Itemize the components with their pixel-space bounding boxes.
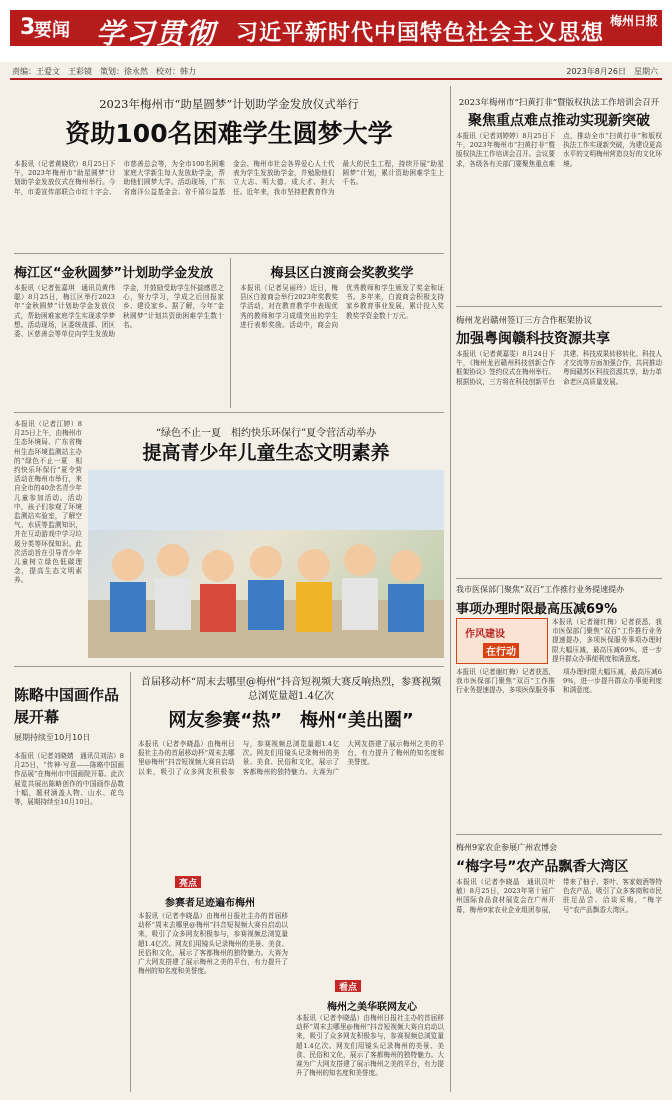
right-bottom-body: 本报讯（记者李晓晶 通讯员叶敏）8月25日，2023年第十届广州国际食品食材展览会在广州开幕，梅州9家农业企业组团参展，带来了柚子、茶叶、客家娘酒等特色农产品，吸引了众多客商和市民驻足品尝、洽谈采购，“梅字号”农产品飘香大湾区。 <box>456 878 662 914</box>
divider <box>456 834 662 835</box>
feature-headline: 提高青少年儿童生态文明素养 <box>142 442 390 464</box>
right-top-body: 本报讯（记者刘婷婷）8月25日下午，2023年梅州市“扫黄打非”暨版权执法工作培训会召开。会议要求，各级各有关部门要聚焦重点难点，推动全市“扫黄打非”和版权执法工作实现新突破，为建设更高水平的文明梅州营造良好的文化环境。 <box>456 132 662 168</box>
notice-headline: 事项办理时限最高压减69% <box>456 602 618 617</box>
meixian-title: 梅县区白渡商会奖教奖学 <box>270 266 414 281</box>
divider <box>456 578 662 579</box>
right-top-headline: 聚焦重点难点推动实现新突破 <box>468 113 650 129</box>
sub-story-left-body: 本报讯（记者李晓晶）由梅州日报社主办的首届移动杯“周末去哪里@梅州”抖音短视频大赛自启动以来，吸引了众多网友积极参与，参赛视频总浏览量超1.4亿次。网友们用镜头记录梅州的美景、美食、民俗和文化，展示了客都梅州的独特魅力。大赛为广大网友搭建了展示梅州之美的平台，有力提升了梅州的知名度和美誉度。 <box>138 912 288 976</box>
contest-body: 本报讯（记者李晓晶）由梅州日报社主办的首届移动杯“周末去哪里@梅州”抖音短视频大赛自启动以来，吸引了众多网友积极参与，参赛视频总浏览量超1.4亿次。网友们用镜头记录梅州的美景、美食、民俗和文化，展示了客都梅州的独特魅力。大赛为广大网友搭建了展示梅州之美的平台，有力提升了梅州的知名度和美誉度。 <box>138 740 444 776</box>
sub-story-left-title: 参赛者足迹遍布梅州 <box>165 898 255 909</box>
divider <box>456 306 662 307</box>
right-mid-body: 本报讯（记者黄嘉雯）8月24日下午，《梅州龙岩赣州科技创新合作框架协议》签约仪式在梅州举行。根据协议，三方将在科技创新平台共建、科技成果转移转化、科技人才交流等方面加强合作，共同推动粤闽赣苏区科技资源共享，助力革命老区高质量发展。 <box>456 350 662 386</box>
masthead <box>0 0 672 62</box>
contest-headline: 网友参赛“热” 梅州“美出圈” <box>168 710 414 731</box>
right-top-kicker: 2023年梅州市“扫黄打非”暨版权执法工作培训会召开 <box>458 98 660 108</box>
main-title: 习近平新时代中国特色社会主义思想 <box>236 21 605 46</box>
sub-story-right-title: 梅州之美华联网友心 <box>327 1002 417 1013</box>
right-mid-kicker: 梅州龙岩赣州签订三方合作框架协议 <box>456 316 593 326</box>
campaign-badge-top: 作风建设 <box>465 629 505 640</box>
script-title: 学习贯彻 <box>96 17 217 50</box>
divider <box>230 258 231 408</box>
focus-tag: 看点 <box>335 980 361 992</box>
campaign-badge-bottom: 在行动 <box>483 643 519 658</box>
feature-kicker: “绿色不止一夏 相约快乐环保行”夏令营活动举办 <box>155 428 377 439</box>
meijiang-title: 梅江区“金秋圆梦”计划助学金发放 <box>14 266 214 281</box>
campaign-badge <box>456 618 548 664</box>
column-divider <box>450 86 451 1092</box>
aside-body: 本报讯（记者刘晓婧 通讯员刘洁）8月25日，“传神·写意——陈略中国画作品展”在梅州市中国画院开幕。此次展览共展出陈略创作的中国画作品数十幅，题材涵盖人物、山水、花鸟等，展期持续至10月10日。 <box>14 752 124 807</box>
divider <box>14 666 444 667</box>
feature-photo <box>88 470 444 658</box>
divider <box>14 412 444 413</box>
lead-headline: 资助100名困难学生圆梦大学 <box>65 119 393 148</box>
issue-date: 2023年8月26日 星期六 <box>566 67 658 76</box>
right-mid-headline: 加强粤闽赣科技资源共享 <box>456 331 610 347</box>
meixian-body: 本报讯（记者吴丽玲）近日，梅县区白渡商会举行2023年奖教奖学活动，对在教育教学中表现优秀的教师和学习成绩突出的学生进行表彰奖励。活动中，商会向优秀教师和学生颁发了奖金和证书。多年来，白渡商会积极支持家乡教育事业发展，累计投入奖教奖学资金数十万元。 <box>240 284 444 329</box>
section-label: 要闻 <box>34 20 70 41</box>
newspaper-logo: 梅州日报 <box>609 14 658 28</box>
lead-kicker: 2023年梅州市“助星圆梦”计划助学金发放仪式举行 <box>99 97 359 111</box>
aside-subtitle: 展期持续至10月10日 <box>14 733 91 742</box>
header-rule <box>10 78 662 80</box>
right-bottom-headline: “梅字号”农产品飘香大湾区 <box>456 859 629 875</box>
editor-credits: 责编：王爱文 王彩镜 策划：徐永然 校对：韩力 <box>12 67 196 76</box>
notice-body: 本报讯（记者谢红梅）记者获悉，我市医保部门聚焦“双百”工作推行业务提速提办，多项医保服务事项办理时限大幅压减，最高压减69%，进一步提升群众办事便利度和满意度。 <box>456 668 662 695</box>
feature-body: 本报讯（记者江婷）8月25日上午，由梅州市生态环境局、广东省梅州生态环境监测站主办的“绿色不止一夏 相约快乐环保行”夏令营活动在梅州市举行，来自全市的40余名青少年儿童参加活动。活动中，孩子们参观了环境监测站实验室，了解空气、水质等监测知识，并在互动游戏中学习垃圾分类等环保知识。此次活动旨在引导青少年儿童树立绿色低碳理念，提高生态文明素养。 <box>14 420 82 585</box>
right-bottom-kicker: 梅州9家农企参展广州农博会 <box>456 843 558 852</box>
highlight-tag: 亮点 <box>175 876 201 888</box>
children-illustration <box>88 470 444 658</box>
page-number: 3 <box>20 15 36 40</box>
meijiang-body: 本报讯（记者张嘉琪 通讯员黄伟聪）8月25日，梅江区举行2023年“金秋圆梦”计划助学金发放仪式，帮助困难家庭学生实现求学梦想。活动现场，区委统战部、团区委、区慈善会等单位向学生发放助学金，并鼓励受助学生怀揣感恩之心，努力学习，学成之后回报家乡、建设家乡。据了解，今年“金秋圆梦”计划共资助困难学生数十名。 <box>14 284 224 339</box>
lead-body: 本报讯（记者黄晓欣）8月25日下午，2023年梅州市“助星圆梦”计划助学金发放仪式在梅州举行。今年，市委宣传部联合市红十字会、市慈善总会等，为全市100名困难家庭大学新生每人发放助学金，帮助他们圆梦大学。活动现场，广东省南洋公益基金会、省千禧公益基金会、梅州市社会各界爱心人士代表为学生发放助学金，并勉励他们立大志、明大德、成大才、担大任。近年来，我市坚持把教育作为最大的民生工程，持续开展“助星圆梦”计划，累计资助困难学生上千名。 <box>14 160 444 196</box>
contest-kicker: 首届移动杯“周末去哪里@梅州”抖音短视频大赛反响热烈，参赛视频总浏览量超1.4亿次 <box>140 677 442 702</box>
notice-kicker: 我市医保部门聚焦“双百”工作推行业务提速提办 <box>456 585 625 594</box>
divider <box>130 672 131 1092</box>
divider <box>14 253 444 254</box>
notice-body-side: 本报讯（记者谢红梅）记者获悉，我市医保部门聚焦“双百”工作推行业务提速提办，多项医保服务事项办理时限大幅压减，最高压减69%，进一步提升群众办事便利度和满意度。 <box>552 618 662 662</box>
aside-title: 陈略中国画作品展开幕 <box>14 686 120 726</box>
sub-story-right-body: 本报讯（记者李晓晶）由梅州日报社主办的首届移动杯“周末去哪里@梅州”抖音短视频大赛自启动以来，吸引了众多网友积极参与，参赛视频总浏览量超1.4亿次。网友们用镜头记录梅州的美景、美食、民俗和文化，展示了客都梅州的独特魅力。大赛为广大网友搭建了展示梅州之美的平台，有力提升了梅州的知名度和美誉度。 <box>296 1014 444 1078</box>
